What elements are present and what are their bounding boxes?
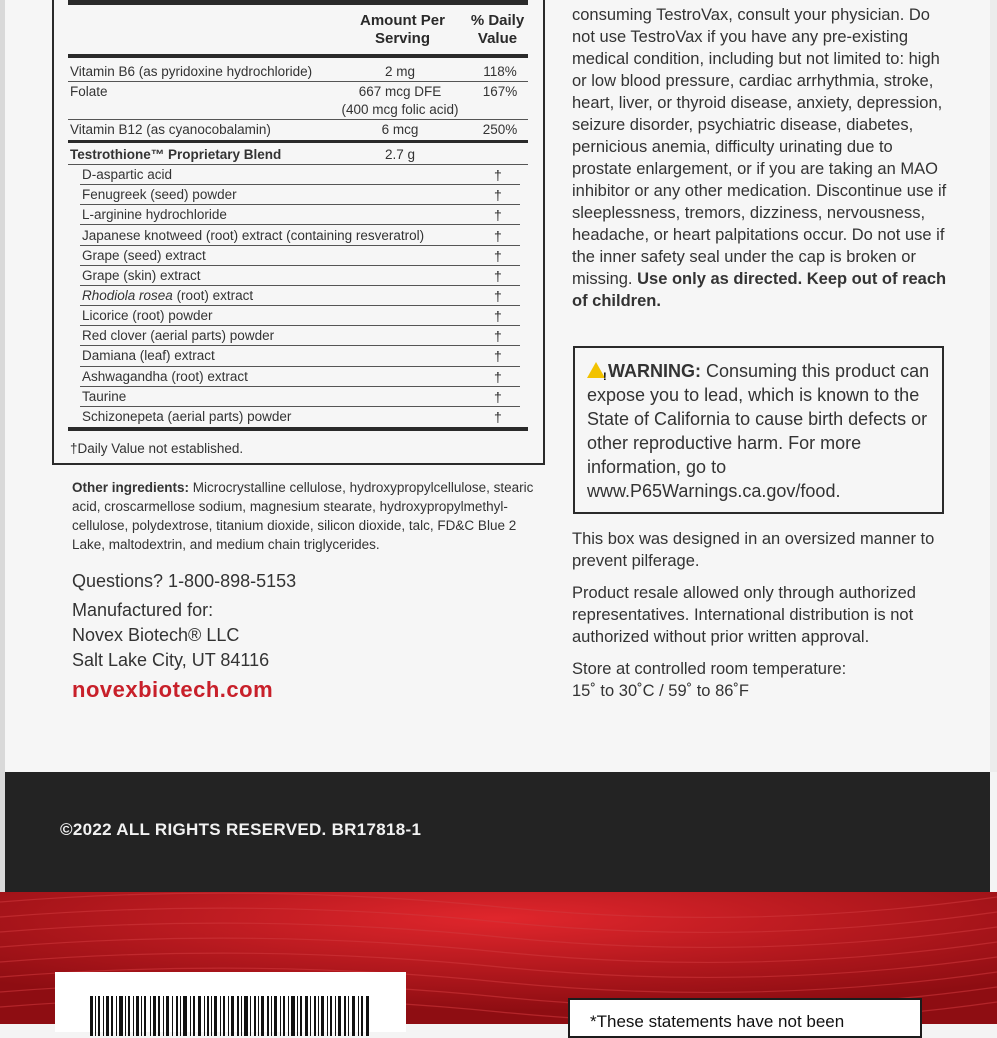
blend-item: Taurine: [82, 389, 127, 404]
dagger-mark: †: [494, 207, 502, 223]
fda-disclaimer-text: *These statements have not been: [590, 1012, 845, 1031]
prop65-warning-box: [573, 346, 944, 514]
blend-item-suffix: (root) extract: [172, 288, 254, 303]
footer-rule: [68, 427, 528, 431]
supplement-facts-top-bar: [68, 0, 528, 5]
warning-label: WARNING:: [608, 361, 701, 381]
item-rule: [80, 406, 520, 407]
row-amount: 667 mcg DFE: [358, 84, 442, 99]
dagger-mark: †: [494, 248, 502, 264]
dagger-mark: †: [494, 167, 502, 183]
dagger-mark: †: [494, 187, 502, 203]
item-rule: [80, 204, 520, 205]
questions-phone: Questions? 1-800-898-5153: [72, 571, 297, 591]
item-rule: [80, 245, 520, 246]
blend-item: Red clover (aerial parts) powder: [82, 328, 275, 343]
blend-item: Grape (seed) extract: [82, 248, 206, 263]
row-name: Folate: [70, 84, 108, 99]
other-ingredients: [72, 478, 537, 554]
caution-bold: Use only as directed. Keep out of reach of children.: [572, 270, 947, 310]
item-rule: [80, 386, 520, 387]
blend-item: Grape (skin) extract: [82, 268, 201, 283]
row-name: Vitamin B12 (as cyanocobalamin): [70, 122, 271, 137]
blend-item: L-arginine hydrochloride: [82, 207, 227, 222]
row-rule: [68, 119, 528, 120]
row-amount: 6 mcg: [381, 122, 419, 137]
blend-item-italic-name: Rhodiola rosea: [82, 288, 173, 303]
item-rule: [80, 224, 520, 225]
storage-temperature: 15˚ to 30˚C / 59˚ to 86˚F: [572, 682, 749, 700]
company-address: Salt Lake City, UT 84116: [72, 650, 270, 670]
company-name: Novex Biotech® LLC: [72, 625, 240, 645]
blend-item: Licorice (root) powder: [82, 308, 213, 323]
row-dv: 167%: [482, 84, 518, 99]
copyright-text: ©2022 ALL RIGHTS RESERVED. BR17818-1: [60, 820, 422, 839]
barcode-icon: [90, 996, 370, 1036]
dagger-mark: †: [494, 409, 502, 425]
item-rule: [80, 184, 520, 185]
blend-item: D-aspartic acid: [82, 167, 173, 182]
dagger-mark: †: [494, 328, 502, 344]
row-amount-detail: (400 mcg folic acid): [341, 102, 459, 117]
resale-note: Product resale allowed only through authorized representatives. International distribution is not authorized without prior written approval.: [572, 584, 916, 646]
blend-item: Japanese knotweed (root) extract (containing resveratrol): [82, 228, 425, 243]
item-rule: [80, 366, 520, 367]
blend-item: Fenugreek (seed) powder: [82, 187, 237, 202]
blend-item: Damiana (leaf) extract: [82, 348, 215, 363]
blend-item: [82, 288, 253, 304]
dagger-mark: †: [494, 308, 502, 324]
header-rule: [68, 54, 528, 58]
dagger-mark: †: [494, 288, 502, 304]
caution-text: [572, 4, 947, 312]
blend-rule: [68, 140, 528, 143]
header-daily-value: % Daily Value: [470, 12, 525, 47]
warning-text: Consuming this product can expose you to lead, which is known to the State of California to cause birth defects or other reproductive harm. For more information, go to www.P65Warnings.ca.gov/food.: [587, 361, 930, 501]
manufactured-for: Manufactured for:: [72, 600, 214, 620]
item-rule: [80, 305, 520, 306]
row-rule: [68, 81, 528, 82]
dagger-mark: †: [494, 348, 502, 364]
right-edge: [990, 0, 997, 772]
item-rule: [80, 265, 520, 266]
dagger-mark: †: [494, 228, 502, 244]
item-rule: [80, 285, 520, 286]
row-dv: 250%: [482, 122, 518, 137]
header-amount: Amount Per Serving: [359, 12, 445, 47]
row-dv: 118%: [483, 64, 517, 79]
other-ingredients-label: Other ingredients:: [72, 480, 190, 495]
blend-rule-thin: [68, 164, 528, 165]
oversized-note: This box was designed in an oversized manner to prevent pilferage.: [572, 530, 935, 570]
blend-item: Schizonepeta (aerial parts) powder: [82, 409, 292, 424]
blend-name: Testrothione™ Proprietary Blend: [70, 147, 282, 162]
blend-item: Ashwagandha (root) extract: [82, 369, 248, 384]
footnote: †Daily Value not established.: [70, 441, 244, 456]
website-link[interactable]: novexbiotech.com: [72, 677, 274, 702]
item-rule: [80, 345, 520, 346]
other-ingredients-text: Microcrystalline cellulose, hydroxypropylcellulose, stearic acid, croscarmellose sodium, magnesium stearate, hydroxypropylmethyl-cellulose, polydextrose, titanium dioxide, silicon dioxide, talc, FD&C Blue 2 Lake, maltodextrin, and medium chain triglycerides.: [72, 480, 534, 552]
dagger-mark: †: [494, 268, 502, 284]
dagger-mark: †: [494, 389, 502, 405]
blend-amount: 2.7 g: [384, 147, 416, 162]
dagger-mark: †: [494, 369, 502, 385]
item-rule: [80, 325, 520, 326]
warning-triangle-icon: !: [587, 362, 605, 378]
storage-label: Store at controlled room temperature:: [572, 660, 847, 678]
caution-body: consuming TestroVax, consult your physician. Do not use TestroVax if you have any pre-existing medical condition, including but not limited to: high or low blood pressure, cardiac arrhythmia, stroke, heart, liver, or thyroid disease, anxiety, depression, seizure disorder, psychiatric disease, diabetes, pernicious anemia, difficulty urinating due to prostate enlargement, or if you are taking an MAO inhibitor or any other medication. Discontinue use if sleeplessness, tremors, dizziness, nervousness, headache, or heart palpitations occur. Do not use if the inner safety seal under the cap is broken or missing.: [572, 6, 947, 288]
row-name: Vitamin B6 (as pyridoxine hydrochloride): [70, 64, 313, 79]
row-amount: 2 mg: [384, 64, 415, 79]
